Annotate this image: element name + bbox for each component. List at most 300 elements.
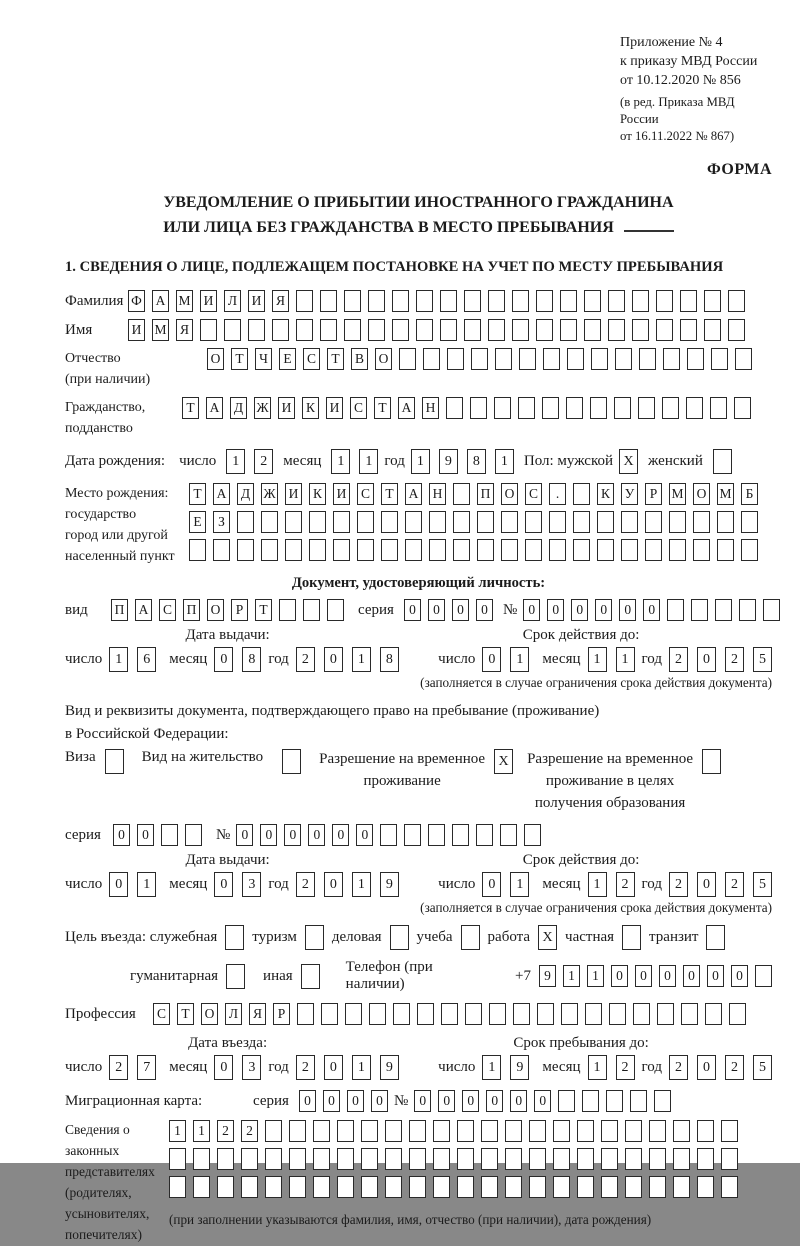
char-box[interactable]	[584, 319, 601, 341]
char-box[interactable]	[357, 511, 374, 533]
char-box[interactable]	[763, 599, 780, 621]
char-box[interactable]: 0	[595, 599, 612, 621]
char-box[interactable]	[285, 539, 302, 561]
char-box[interactable]	[385, 1176, 402, 1198]
char-box[interactable]	[464, 319, 481, 341]
char-box[interactable]: О	[375, 348, 392, 370]
char-box[interactable]	[433, 1176, 450, 1198]
char-box[interactable]: 0	[236, 824, 253, 846]
char-box[interactable]	[193, 1148, 210, 1170]
char-box[interactable]: 0	[404, 599, 421, 621]
char-box[interactable]: 0	[308, 824, 325, 846]
char-box[interactable]	[729, 1003, 746, 1025]
title-blank-line[interactable]	[624, 216, 674, 232]
char-box[interactable]: 0	[482, 872, 501, 897]
char-box[interactable]: И	[248, 290, 265, 312]
char-box[interactable]	[609, 1003, 626, 1025]
char-box[interactable]: Т	[374, 397, 391, 419]
char-box[interactable]	[693, 539, 710, 561]
char-box[interactable]: 2	[296, 872, 315, 897]
char-box[interactable]: 2	[725, 872, 744, 897]
char-box[interactable]	[481, 1176, 498, 1198]
char-box[interactable]	[357, 539, 374, 561]
char-box[interactable]: Ж	[254, 397, 271, 419]
char-box[interactable]	[261, 511, 278, 533]
char-box[interactable]	[279, 599, 296, 621]
char-box[interactable]	[501, 539, 518, 561]
char-box[interactable]	[282, 749, 301, 774]
char-box[interactable]	[505, 1176, 522, 1198]
char-box[interactable]	[632, 290, 649, 312]
char-box[interactable]	[645, 511, 662, 533]
char-box[interactable]: 0	[697, 1055, 716, 1080]
char-box[interactable]	[461, 925, 480, 950]
birth-place-boxes-row2[interactable]	[189, 511, 758, 533]
char-box[interactable]: 0	[260, 824, 277, 846]
char-box[interactable]	[368, 290, 385, 312]
char-box[interactable]	[654, 1090, 671, 1112]
char-box[interactable]	[584, 290, 601, 312]
char-box[interactable]	[543, 348, 560, 370]
char-box[interactable]	[721, 1148, 738, 1170]
char-box[interactable]	[265, 1120, 282, 1142]
rvp-number-boxes[interactable]	[236, 824, 541, 846]
char-box[interactable]: А	[213, 483, 230, 505]
char-box[interactable]	[705, 1003, 722, 1025]
char-box[interactable]	[409, 1148, 426, 1170]
char-box[interactable]: 0	[371, 1090, 388, 1112]
char-box[interactable]: 5	[753, 872, 772, 897]
char-box[interactable]: 0	[547, 599, 564, 621]
char-box[interactable]	[601, 1176, 618, 1198]
stay-year-boxes[interactable]	[669, 1055, 772, 1080]
char-box[interactable]	[476, 824, 493, 846]
char-box[interactable]	[452, 824, 469, 846]
char-box[interactable]: М	[717, 483, 734, 505]
char-box[interactable]: 1	[352, 872, 371, 897]
char-box[interactable]: X	[494, 749, 513, 774]
char-box[interactable]	[591, 348, 608, 370]
char-box[interactable]: П	[183, 599, 200, 621]
char-box[interactable]: 0	[214, 647, 233, 672]
char-box[interactable]	[368, 319, 385, 341]
char-box[interactable]: 2	[669, 647, 688, 672]
char-box[interactable]: 0	[534, 1090, 551, 1112]
char-box[interactable]	[440, 290, 457, 312]
char-box[interactable]	[625, 1120, 642, 1142]
char-box[interactable]	[513, 1003, 530, 1025]
char-box[interactable]	[248, 319, 265, 341]
char-box[interactable]	[625, 1176, 642, 1198]
char-box[interactable]: Ч	[255, 348, 272, 370]
char-box[interactable]: 1	[588, 872, 607, 897]
char-box[interactable]	[447, 348, 464, 370]
migration-number-boxes[interactable]	[414, 1090, 671, 1112]
char-box[interactable]	[512, 290, 529, 312]
char-box[interactable]: 1	[331, 449, 350, 474]
char-box[interactable]	[361, 1176, 378, 1198]
char-box[interactable]	[553, 1120, 570, 1142]
char-box[interactable]: 0	[323, 1090, 340, 1112]
char-box[interactable]	[399, 348, 416, 370]
char-box[interactable]: П	[111, 599, 128, 621]
char-box[interactable]	[597, 539, 614, 561]
char-box[interactable]: М	[176, 290, 193, 312]
char-box[interactable]: П	[477, 483, 494, 505]
char-box[interactable]	[669, 539, 686, 561]
char-box[interactable]	[680, 319, 697, 341]
char-box[interactable]	[369, 1003, 386, 1025]
char-box[interactable]	[633, 1003, 650, 1025]
char-box[interactable]: Л	[225, 1003, 242, 1025]
char-box[interactable]: 1	[193, 1120, 210, 1142]
char-box[interactable]	[289, 1176, 306, 1198]
stay-day-boxes[interactable]	[482, 1055, 529, 1080]
char-box[interactable]	[524, 824, 541, 846]
char-box[interactable]: 0	[347, 1090, 364, 1112]
id-number-boxes[interactable]	[523, 599, 780, 621]
rvp-issue-day-boxes[interactable]	[109, 872, 156, 897]
char-box[interactable]	[265, 1148, 282, 1170]
char-box[interactable]: К	[302, 397, 319, 419]
char-box[interactable]	[525, 511, 542, 533]
char-box[interactable]	[501, 511, 518, 533]
char-box[interactable]	[320, 319, 337, 341]
char-box[interactable]: .	[549, 483, 566, 505]
char-box[interactable]	[734, 397, 751, 419]
char-box[interactable]: 9	[380, 1055, 399, 1080]
char-box[interactable]	[608, 290, 625, 312]
char-box[interactable]	[529, 1120, 546, 1142]
char-box[interactable]: 2	[725, 1055, 744, 1080]
char-box[interactable]: И	[333, 483, 350, 505]
char-box[interactable]	[657, 1003, 674, 1025]
char-box[interactable]	[505, 1120, 522, 1142]
guardians-boxes-row3[interactable]	[169, 1176, 738, 1198]
char-box[interactable]: 0	[324, 872, 343, 897]
char-box[interactable]: 0	[332, 824, 349, 846]
char-box[interactable]	[495, 348, 512, 370]
char-box[interactable]	[344, 319, 361, 341]
char-box[interactable]	[621, 511, 638, 533]
char-box[interactable]	[561, 1003, 578, 1025]
char-box[interactable]: Т	[381, 483, 398, 505]
char-box[interactable]: 6	[137, 647, 156, 672]
id-valid-year-boxes[interactable]	[669, 647, 772, 672]
char-box[interactable]	[582, 1090, 599, 1112]
char-box[interactable]: И	[200, 290, 217, 312]
char-box[interactable]	[423, 348, 440, 370]
char-box[interactable]	[313, 1176, 330, 1198]
id-valid-day-boxes[interactable]	[482, 647, 529, 672]
char-box[interactable]	[380, 824, 397, 846]
char-box[interactable]: Е	[279, 348, 296, 370]
char-box[interactable]: Р	[645, 483, 662, 505]
rvp-issue-year-boxes[interactable]	[296, 872, 399, 897]
char-box[interactable]	[608, 319, 625, 341]
char-box[interactable]	[433, 1148, 450, 1170]
char-box[interactable]: Т	[182, 397, 199, 419]
char-box[interactable]	[577, 1120, 594, 1142]
char-box[interactable]: М	[669, 483, 686, 505]
char-box[interactable]	[656, 290, 673, 312]
char-box[interactable]	[344, 290, 361, 312]
char-box[interactable]: 0	[510, 1090, 527, 1112]
char-box[interactable]: 0	[438, 1090, 455, 1112]
char-box[interactable]: С	[159, 599, 176, 621]
char-box[interactable]	[663, 348, 680, 370]
char-box[interactable]	[453, 511, 470, 533]
char-box[interactable]: З	[213, 511, 230, 533]
char-box[interactable]: 2	[725, 647, 744, 672]
char-box[interactable]: Д	[230, 397, 247, 419]
char-box[interactable]: Я	[176, 319, 193, 341]
char-box[interactable]	[656, 319, 673, 341]
char-box[interactable]	[385, 1148, 402, 1170]
char-box[interactable]	[301, 964, 320, 989]
birth-place-boxes-row1[interactable]	[189, 483, 758, 505]
char-box[interactable]	[321, 1003, 338, 1025]
char-box[interactable]	[471, 348, 488, 370]
char-box[interactable]	[649, 1176, 666, 1198]
char-box[interactable]	[622, 925, 641, 950]
char-box[interactable]	[505, 1148, 522, 1170]
purpose-work-checkbox[interactable]	[538, 925, 557, 950]
char-box[interactable]	[713, 449, 732, 474]
char-box[interactable]: 2	[616, 872, 635, 897]
char-box[interactable]: Ф	[128, 290, 145, 312]
temp-residence-checkbox[interactable]	[494, 749, 513, 774]
char-box[interactable]: 0	[611, 965, 628, 987]
char-box[interactable]	[289, 1148, 306, 1170]
char-box[interactable]	[217, 1148, 234, 1170]
char-box[interactable]: 2	[296, 647, 315, 672]
char-box[interactable]: 2	[616, 1055, 635, 1080]
purpose-private-checkbox[interactable]	[622, 925, 641, 950]
char-box[interactable]	[337, 1148, 354, 1170]
char-box[interactable]	[226, 964, 245, 989]
char-box[interactable]: 0	[452, 599, 469, 621]
char-box[interactable]	[590, 397, 607, 419]
char-box[interactable]: 0	[214, 1055, 233, 1080]
char-box[interactable]: И	[326, 397, 343, 419]
char-box[interactable]: 9	[510, 1055, 529, 1080]
char-box[interactable]: А	[398, 397, 415, 419]
char-box[interactable]: 1	[359, 449, 378, 474]
entry-day-boxes[interactable]	[109, 1055, 156, 1080]
char-box[interactable]: И	[285, 483, 302, 505]
char-box[interactable]	[489, 1003, 506, 1025]
char-box[interactable]: 5	[753, 647, 772, 672]
char-box[interactable]	[333, 539, 350, 561]
char-box[interactable]	[193, 1176, 210, 1198]
char-box[interactable]: Т	[231, 348, 248, 370]
char-box[interactable]	[189, 539, 206, 561]
char-box[interactable]: 0	[428, 599, 445, 621]
char-box[interactable]: Т	[327, 348, 344, 370]
char-box[interactable]	[615, 348, 632, 370]
char-box[interactable]	[704, 290, 721, 312]
char-box[interactable]: Т	[255, 599, 272, 621]
char-box[interactable]: 0	[414, 1090, 431, 1112]
char-box[interactable]: О	[207, 599, 224, 621]
char-box[interactable]: О	[201, 1003, 218, 1025]
char-box[interactable]	[457, 1120, 474, 1142]
char-box[interactable]	[558, 1090, 575, 1112]
purpose-business-checkbox[interactable]	[390, 925, 409, 950]
char-box[interactable]	[465, 1003, 482, 1025]
char-box[interactable]	[632, 319, 649, 341]
char-box[interactable]: 9	[439, 449, 458, 474]
char-box[interactable]: 1	[587, 965, 604, 987]
char-box[interactable]	[606, 1090, 623, 1112]
visa-checkbox[interactable]	[105, 749, 124, 774]
char-box[interactable]: Е	[189, 511, 206, 533]
char-box[interactable]	[345, 1003, 362, 1025]
sex-female-checkbox[interactable]	[713, 449, 732, 474]
char-box[interactable]	[429, 539, 446, 561]
char-box[interactable]	[585, 1003, 602, 1025]
purpose-official-checkbox[interactable]	[225, 925, 244, 950]
char-box[interactable]	[327, 599, 344, 621]
char-box[interactable]: 0	[356, 824, 373, 846]
char-box[interactable]: О	[693, 483, 710, 505]
char-box[interactable]	[285, 511, 302, 533]
char-box[interactable]	[390, 925, 409, 950]
char-box[interactable]	[441, 1003, 458, 1025]
char-box[interactable]: 2	[296, 1055, 315, 1080]
char-box[interactable]: 0	[523, 599, 540, 621]
char-box[interactable]	[470, 397, 487, 419]
char-box[interactable]: 5	[753, 1055, 772, 1080]
char-box[interactable]	[553, 1148, 570, 1170]
char-box[interactable]	[728, 319, 745, 341]
char-box[interactable]: 1	[616, 647, 635, 672]
char-box[interactable]	[313, 1120, 330, 1142]
char-box[interactable]	[337, 1120, 354, 1142]
char-box[interactable]	[416, 290, 433, 312]
char-box[interactable]	[549, 539, 566, 561]
char-box[interactable]	[381, 539, 398, 561]
birth-year-boxes[interactable]	[411, 449, 514, 474]
birth-day-boxes[interactable]	[226, 449, 273, 474]
char-box[interactable]	[305, 925, 324, 950]
char-box[interactable]	[721, 1176, 738, 1198]
purpose-transit-checkbox[interactable]	[706, 925, 725, 950]
char-box[interactable]	[416, 319, 433, 341]
char-box[interactable]: 0	[214, 872, 233, 897]
char-box[interactable]	[161, 824, 178, 846]
char-box[interactable]	[303, 599, 320, 621]
char-box[interactable]: 0	[659, 965, 676, 987]
char-box[interactable]	[711, 348, 728, 370]
char-box[interactable]	[560, 290, 577, 312]
char-box[interactable]	[512, 319, 529, 341]
char-box[interactable]: Н	[422, 397, 439, 419]
char-box[interactable]	[519, 348, 536, 370]
char-box[interactable]	[289, 1120, 306, 1142]
char-box[interactable]	[577, 1176, 594, 1198]
char-box[interactable]: 1	[226, 449, 245, 474]
char-box[interactable]	[361, 1120, 378, 1142]
char-box[interactable]	[457, 1176, 474, 1198]
char-box[interactable]	[185, 824, 202, 846]
char-box[interactable]	[704, 319, 721, 341]
char-box[interactable]	[681, 1003, 698, 1025]
char-box[interactable]: Я	[249, 1003, 266, 1025]
char-box[interactable]: С	[153, 1003, 170, 1025]
char-box[interactable]	[630, 1090, 647, 1112]
char-box[interactable]	[715, 599, 732, 621]
char-box[interactable]: X	[538, 925, 557, 950]
purpose-humanitarian-checkbox[interactable]	[226, 964, 245, 989]
char-box[interactable]	[393, 1003, 410, 1025]
char-box[interactable]	[717, 511, 734, 533]
birth-place-boxes-row3[interactable]	[189, 539, 758, 561]
char-box[interactable]: И	[278, 397, 295, 419]
char-box[interactable]	[433, 1120, 450, 1142]
char-box[interactable]: Б	[741, 483, 758, 505]
char-box[interactable]	[573, 483, 590, 505]
char-box[interactable]	[241, 1176, 258, 1198]
char-box[interactable]	[741, 539, 758, 561]
char-box[interactable]	[649, 1148, 666, 1170]
char-box[interactable]	[225, 925, 244, 950]
char-box[interactable]	[500, 824, 517, 846]
char-box[interactable]	[385, 1120, 402, 1142]
char-box[interactable]: 1	[352, 1055, 371, 1080]
char-box[interactable]	[601, 1120, 618, 1142]
char-box[interactable]: 1	[109, 647, 128, 672]
char-box[interactable]	[265, 1176, 282, 1198]
char-box[interactable]: 0	[697, 872, 716, 897]
char-box[interactable]	[693, 511, 710, 533]
char-box[interactable]: 9	[539, 965, 556, 987]
char-box[interactable]	[361, 1148, 378, 1170]
char-box[interactable]	[237, 511, 254, 533]
guardians-boxes-row1[interactable]	[169, 1120, 738, 1142]
char-box[interactable]	[525, 539, 542, 561]
char-box[interactable]: 0	[113, 824, 130, 846]
char-box[interactable]: 2	[669, 872, 688, 897]
char-box[interactable]	[687, 348, 704, 370]
char-box[interactable]	[739, 599, 756, 621]
char-box[interactable]: 1	[411, 449, 430, 474]
char-box[interactable]	[721, 1120, 738, 1142]
char-box[interactable]	[529, 1148, 546, 1170]
char-box[interactable]	[417, 1003, 434, 1025]
char-box[interactable]: 1	[352, 647, 371, 672]
char-box[interactable]: 1	[588, 647, 607, 672]
char-box[interactable]	[755, 965, 772, 987]
char-box[interactable]	[488, 290, 505, 312]
char-box[interactable]: 0	[643, 599, 660, 621]
char-box[interactable]: В	[351, 348, 368, 370]
profession-boxes[interactable]	[153, 1003, 746, 1025]
char-box[interactable]	[105, 749, 124, 774]
char-box[interactable]: С	[350, 397, 367, 419]
char-box[interactable]: 1	[482, 1055, 501, 1080]
char-box[interactable]	[673, 1120, 690, 1142]
char-box[interactable]	[200, 319, 217, 341]
id-series-boxes[interactable]	[404, 599, 493, 621]
char-box[interactable]: 0	[683, 965, 700, 987]
char-box[interactable]: 0	[571, 599, 588, 621]
char-box[interactable]	[481, 1120, 498, 1142]
id-issue-year-boxes[interactable]	[296, 647, 399, 672]
char-box[interactable]	[597, 511, 614, 533]
purpose-other-checkbox[interactable]	[301, 964, 320, 989]
